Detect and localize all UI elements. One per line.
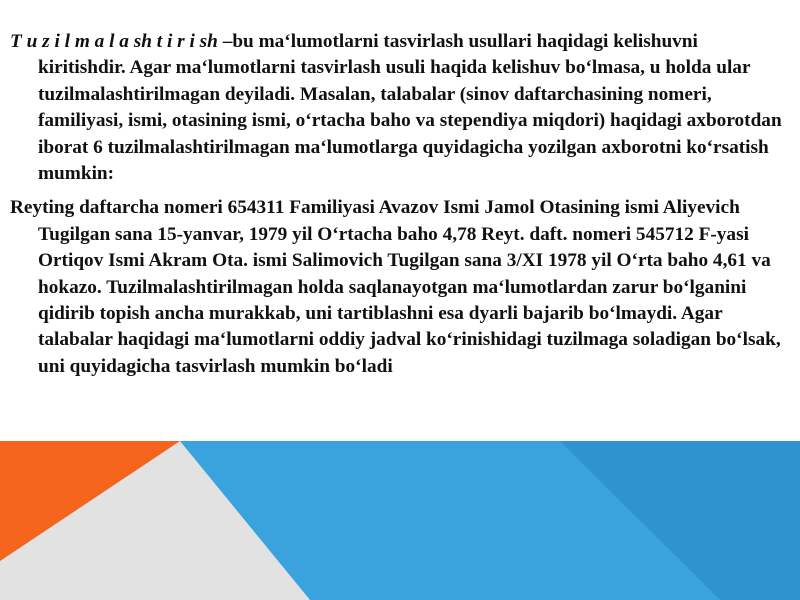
paragraph-definition xyxy=(10,29,788,187)
definition-text: –bu ma‘lumotlarni tasvirlash usullari haqidagi kelishuvni kiritishdir. Agar ma‘lumotlarni tasvirlash usuli haqida kelishuv bo‘lmasa, u holda ular tuzilmalashtirilmagan deyiladi. Masalan, talabalar (sinov daftarchasining nomeri, familiyasi, ismi, otasining ismi, o‘rtacha baho va stependiya miqdori) haqidagi axborotdan iborat 6 tuzilmalashtirilmagan ma‘lumotlarga quyidagicha yozilgan axborotni ko‘rsatish mumkin: xyxy=(38,31,782,185)
slide-body xyxy=(10,29,788,380)
decorative-footer-band xyxy=(0,441,800,600)
paragraph-example: Reyting daftarcha nomeri 654311 Familiyasi Avazov Ismi Jamol Otasining ismi Aliyevich Tugilgan sana 15-yanvar, 1979 yil O‘rtacha baho 4,78 Reyt. daft. nomeri 545712 F-yasi Ortiqov Ismi Akram Ota. ismi Salimovich Tugilgan sana 3/XI 1978 yil O‘rta baho 4,61 va hokazo. Tuzilmalashtirilmagan holda saqlanayotgan ma‘lumotlardan zarur bo‘lganini qidirib topish ancha murakkab, uni tartiblashni esa dyarli bajarib bo‘lmaydi. Agar talabalar haqidagi ma‘lumotlarni oddiy jadval ko‘rinishidagi tuzilmaga soladigan bo‘lsak, uni quyidagicha tasvirlash mumkin bo‘ladi xyxy=(10,197,781,377)
defined-term: T u z i l m a l a sh t i r i sh xyxy=(10,31,218,52)
footer-band-graphic xyxy=(0,441,800,600)
